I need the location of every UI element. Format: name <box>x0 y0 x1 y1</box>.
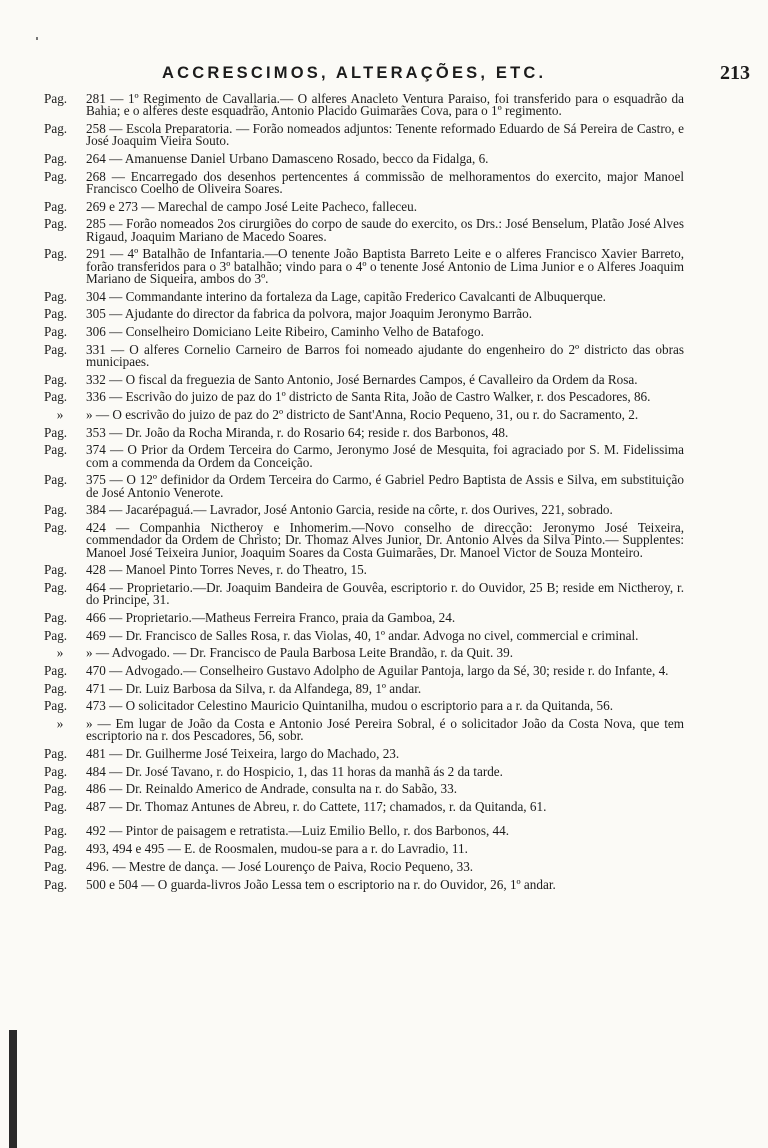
entry-label: Pag. <box>44 746 68 762</box>
entry-305 <box>44 308 684 320</box>
entry-481 <box>44 748 684 760</box>
entry-label: Pag. <box>44 610 68 625</box>
entry-473 <box>44 700 684 712</box>
entry-285 <box>44 218 684 243</box>
entry-label: Pag. <box>44 680 68 696</box>
entry-text: 384 — Jacarépaguá.— Lavrador, José Antonio Garcia, reside na côrte, r. dos Ourives, 221, sobrado. <box>86 502 613 518</box>
entry-label: Pag. <box>44 216 68 232</box>
entry-424 <box>44 522 684 559</box>
entry-493-495 <box>44 843 684 855</box>
entry-text: 473 — O solicitador Celestino Mauricio Quintanilha, mudou o escriptorio para a r. da Quitanda, 56. <box>86 698 614 714</box>
entry-331 <box>44 341 684 369</box>
entry-text: 492 — Pintor de paisagem e retratista.—Luiz Emilio Bello, r. dos Barbonos, 44. <box>86 823 510 839</box>
entry-text: 268 — Encarregado dos desenhos pertencentes á commissão de melhoramentos do exercito, major Manoel Francisco Coelho de Oliveira Soares. <box>86 168 684 196</box>
entry-268 <box>44 168 684 196</box>
entry-306 <box>44 323 684 339</box>
entry-text: 486 — Dr. Reinaldo Americo de Andrade, consulta na r. do Sabão, 33. <box>86 781 458 797</box>
entry-text: 428 — Manoel Pinto Torres Neves, r. do Theatro, 15. <box>86 562 367 578</box>
entry-label: Pag. <box>44 389 68 405</box>
entry-text: 470 — Advogado.— Conselheiro Gustavo Adolpho de Aguilar Pantoja, largo da Sé, 30; reside r. do Infante, 4. <box>86 663 669 679</box>
entry-text: 305 — Ajudante do director da fabrica da polvora, major Joaquim Jeronymo Barrão. <box>86 306 533 322</box>
entry-374 <box>44 444 684 469</box>
header-title: ACCRESCIMOS, ALTERAÇÕES, ETC. <box>162 64 547 82</box>
entry-text: » — Advogado. — Dr. Francisco de Paula Barbosa Leite Brandão, r. da Quit. 39. <box>86 645 514 661</box>
entry-text: 285 — Forão nomeados 2os cirurgiões do corpo de saude do exercito, os Drs.: José Benselum, Platão José Alves Rigaud, Joaquim Mariano de Macedo Soares. <box>86 216 684 244</box>
entry-384 <box>44 504 684 516</box>
entry-label: » <box>56 645 64 661</box>
entry-ditto-1 <box>44 409 684 421</box>
entry-label: Pag. <box>44 627 68 643</box>
entry-text: » — O escrivão do juizo de paz do 2º districto de Sant'Anna, Rocio Pequeno, 31, ou r. do Sacramento, 2. <box>86 407 639 423</box>
entry-text: 281 — 1º Regimento de Cavallaria.— O alferes Anacleto Ventura Paraiso, foi transferido para o esquadrão da Bahia; e o alferes deste esquadrão, Antonio Placido Guimarães Cova, para o 1º regimento. <box>86 91 684 119</box>
entry-text: 496. — Mestre de dança. — José Lourenço de Paiva, Rocio Pequeno, 33. <box>86 858 474 874</box>
entry-304 <box>44 288 684 304</box>
entry-text: 332 — O fiscal da freguezia de Santo Antonio, José Bernardes Campos, é Cavalleiro da Ordem da Rosa. <box>86 371 638 387</box>
entry-label: Pag. <box>44 698 68 714</box>
entry-label: Pag. <box>44 442 68 458</box>
entry-487 <box>44 801 684 813</box>
entry-label: Pag. <box>44 520 68 536</box>
entry-label: Pag. <box>44 763 68 779</box>
entry-label: Pag. <box>44 198 68 214</box>
entry-text: 374 — O Prior da Ordem Terceira do Carmo, Jeronymo José de Mesquita, foi agraciado por S. M. Fidelissima com a commenda da Ordem da Conceição. <box>86 442 684 470</box>
entry-label: Pag. <box>44 841 68 857</box>
entry-496 <box>44 858 684 874</box>
entry-label: Pag. <box>44 306 68 322</box>
entry-text: 481 — Dr. Guilherme José Teixeira, largo do Machado, 23. <box>86 746 400 762</box>
entry-label: Pag. <box>44 663 68 679</box>
entry-label: Pag. <box>44 288 68 304</box>
entry-text: 493, 494 e 495 — E. de Roosmalen, mudou-se para a r. do Lavradio, 11. <box>86 841 468 857</box>
margin-speck <box>36 37 38 40</box>
entry-text: 487 — Dr. Thomaz Antunes de Abreu, r. do Cattete, 117; chamados, r. da Quitanda, 61. <box>86 799 547 815</box>
entry-text: » — Em lugar de João da Costa e Antonio José Pereira Sobral, é o solicitador João da Costa Nova, que tem escriptorio na r. dos Pescadores, 56, sobr. <box>86 716 684 744</box>
entry-label: Pag. <box>44 424 68 440</box>
entry-428 <box>44 564 684 576</box>
entry-label: » <box>56 407 64 423</box>
entry-label: Pag. <box>44 341 68 357</box>
entry-258 <box>44 120 684 149</box>
entry-336 <box>44 391 684 403</box>
entry-label: » <box>56 716 64 732</box>
entry-486 <box>44 783 684 795</box>
entry-ditto-3 <box>44 718 684 743</box>
entry-label: Pag. <box>44 799 68 815</box>
entry-text: 375 — O 12º definidor da Ordem Terceira do Carmo, é Gabriel Pedro Baptista de Assis e Silva, em substituição de José Antonio Venerote. <box>86 472 684 500</box>
entry-label: Pag. <box>44 781 68 797</box>
entry-text: 500 e 504 — O guarda-livros João Lessa tem o escriptorio na r. do Ouvidor, 26, 1º andar. <box>86 876 556 892</box>
entry-label: Pag. <box>44 150 68 166</box>
entry-text: 264 — Amanuense Daniel Urbano Damasceno Rosado, becco da Fidalga, 6. <box>86 150 489 166</box>
entry-471 <box>44 680 684 696</box>
entry-text: 306 — Conselheiro Domiciano Leite Ribeiro, Caminho Velho de Batafogo. <box>86 323 484 339</box>
binding-edge-shadow <box>9 1030 17 1148</box>
entry-469 <box>44 627 684 643</box>
entry-text: 353 — Dr. João da Rocha Miranda, r. do Rosario 64; reside r. dos Barbonos, 48. <box>86 424 509 440</box>
entry-text: 464 — Proprietario.—Dr. Joaquim Bandeira de Gouvêa, escriptorio r. do Ouvidor, 25 B; reside em Nictheroy, r. do Principe, 31. <box>86 580 684 608</box>
entry-466 <box>44 612 684 624</box>
entry-500-504 <box>44 876 684 892</box>
entry-label: Pag. <box>44 323 68 339</box>
entry-353 <box>44 424 684 440</box>
entry-291 <box>44 248 684 285</box>
entry-text: 466 — Proprietario.—Matheus Ferreira Franco, praia da Gamboa, 24. <box>86 610 456 625</box>
entry-label: Pag. <box>44 168 68 184</box>
entry-label: Pag. <box>44 246 68 262</box>
entry-label: Pag. <box>44 472 68 488</box>
entry-375 <box>44 474 684 499</box>
entry-text: 336 — Escrivão do juizo de paz do 1º districto de Santa Rita, João de Castro Walker, r. dos Pescadores, 86. <box>86 389 651 405</box>
entry-label: Pag. <box>44 858 68 874</box>
entry-label: Pag. <box>44 562 68 578</box>
page-number: 213 <box>720 62 750 84</box>
entry-484 <box>44 763 684 779</box>
entry-text: 331 — O alferes Cornelio Carneiro de Barros foi nomeado ajudante do engenheiro do 2º districto das obras municipaes. <box>86 341 684 369</box>
entry-label: Pag. <box>44 371 68 387</box>
entry-label: Pag. <box>44 580 68 596</box>
entry-332 <box>44 371 684 387</box>
entry-text: 269 e 273 — Marechal de campo José Leite Pacheco, falleceu. <box>86 198 418 214</box>
entry-text: 471 — Dr. Luiz Barbosa da Silva, r. da Alfandega, 89, 1º andar. <box>86 680 422 696</box>
entry-281 <box>44 93 684 118</box>
entry-492 <box>44 825 684 837</box>
entry-269-273 <box>44 198 684 214</box>
entry-label: Pag. <box>44 876 68 892</box>
entry-text: 484 — Dr. José Tavano, r. do Hospicio, 1, das 11 horas da manhã ás 2 da tarde. <box>86 763 503 779</box>
entry-264 <box>44 150 684 166</box>
entry-label: Pag. <box>44 120 68 136</box>
entry-text: 469 — Dr. Francisco de Salles Rosa, r. das Violas, 40, 1º andar. Advoga no civel, commercial e criminal. <box>86 627 639 643</box>
entry-464 <box>44 582 684 607</box>
running-header <box>150 64 750 88</box>
addenda-list <box>44 93 684 896</box>
entry-470 <box>44 665 684 677</box>
entry-label: Pag. <box>44 823 68 839</box>
entry-text: 258 — Escola Preparatoria. — Forão nomeados adjuntos: Tenente reformado Eduardo de Sá Pereira de Castro, e José Joaquim Vieira Souto. <box>86 120 684 149</box>
entry-text: 304 — Commandante interino da fortaleza da Lage, capitão Frederico Cavalcanti de Albuquerque. <box>86 288 606 304</box>
entry-ditto-2 <box>44 647 684 659</box>
entry-label: Pag. <box>44 91 68 106</box>
entry-text: 424 — Companhia Nictheroy e Inhomerim.—Novo conselho de direcção: Jeronymo José Teixeira, commendador da Ordem de Christo; Dr. Thomaz Alves Junior, Dr. Antonio Alves da Silva Pinto.— Supplentes: Manoel José Teixeira Junior, Joaquim Soares da Costa Guimarães, Dr. Manoel Victor de Souza Monteiro. <box>86 520 684 560</box>
entry-label: Pag. <box>44 502 68 518</box>
entry-text: 291 — 4º Batalhão de Infantaria.—O tenente João Baptista Barreto Leite e o alferes Francisco Xavier Barreto, forão transferidos para o 3º batalhão; vindo para o 4º o tenente José Antonio de Lima Junior e o Alferes Joaquim Mariano de Siqueira, ambos do 3º. <box>86 246 684 286</box>
